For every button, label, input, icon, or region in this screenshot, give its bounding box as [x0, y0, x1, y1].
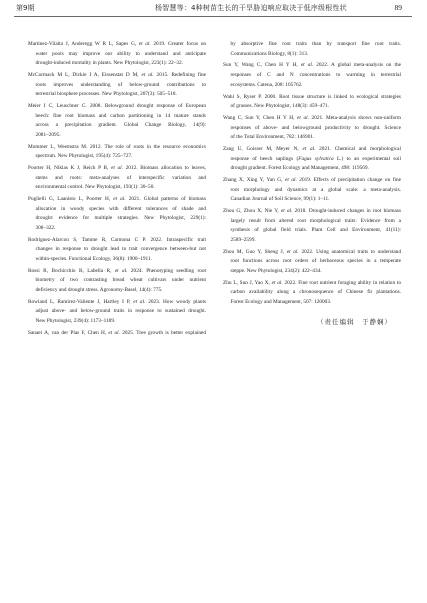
reference-line: Forest Ecology and Management, 507: 120003.: [230, 298, 332, 305]
reference-entry: [223, 93, 401, 112]
page-header: [0, 2, 427, 14]
reference-line: changes in response to drought lead to trait convergence between-but not: [35, 246, 206, 253]
reference-entry: [28, 143, 206, 162]
italic-term: et al.: [108, 329, 120, 336]
reference-line: New Phytologist, 239(4): 1173–1189.: [35, 317, 116, 324]
journal-issue: 第9期: [16, 4, 35, 12]
editor-note: （责任编辑 于静娴）: [317, 318, 392, 326]
reference-entry: [28, 195, 206, 233]
reference-line: root functions across root orders of herbaceous species in a temperate: [230, 258, 401, 265]
reference-line: response of beech saplings (Fagus sylvatica L.) to an experimental soil: [230, 155, 401, 162]
reference-line: Rodriguez-Alarcon S, Tamme R, Carmona C P. 2022. Intraspecific trait: [28, 236, 206, 243]
reference-line: Communications Biology, 8(1): 313.: [230, 50, 309, 57]
reference-entry: [223, 145, 401, 174]
italic-term: et al.: [111, 165, 123, 172]
reference-line: Rowland L, Ramirez-Valiente J, Hartley I P, et al. 2023. How woody plants: [28, 298, 207, 305]
reference-line: responses of C and N concentrations to warming in terrestrial: [230, 72, 401, 79]
reference-entry: [28, 236, 206, 265]
page-number: 89: [394, 3, 402, 12]
italic-term: et al.: [113, 196, 126, 203]
reference-line: carbon availability along a chronosequence of Chinese fir plantations.: [230, 289, 401, 296]
reference-entry: [223, 279, 401, 308]
reference-line: 2081–2095.: [35, 131, 61, 138]
italic-term: et al.: [138, 41, 151, 47]
reference-line: Meier I C, Leuschner C. 2008. Belowground drought response of European: [28, 103, 206, 110]
reference-entry: [28, 298, 206, 327]
reference-line: Wahl S, Ryser P. 2000. Root tissue structure is linked to ecological strategies: [223, 93, 401, 100]
reference-line: root morphology and dynamics at a global scale: a meta-analysis.: [230, 186, 401, 193]
reference-line: within-species. Functional Ecology, 36(8): 1900–1911.: [35, 255, 152, 262]
reference-line: beech: fine root biomass and carbon partitioning in 14 mature stands: [35, 112, 206, 119]
italic-term: et al.: [286, 248, 299, 255]
reference-line: Rossi R, Bochicchio R, Labella R, et al. 2024. Phenotyping seedling root: [28, 267, 207, 274]
reference-entry: [28, 267, 206, 296]
reference-entry: [223, 61, 401, 90]
italic-term: et al.: [271, 279, 283, 286]
reference-line: Sun Y, Wang C, Chen H Y H, et al. 2022. A global meta-analysis on the: [223, 62, 401, 69]
reference-line: across a precipitation gradient. Global Change Biology, 14(9):: [35, 122, 206, 129]
reference-entry: [28, 102, 206, 140]
reference-line: of grasses. New Phytologist, 148(3): 459–471.: [230, 103, 330, 110]
reference-line: Puglielli G, Laanisto L, Poorter H, et al. 2021. Global patterns of biomass: [28, 196, 207, 203]
reference-line: spectrum. New Phytologist, 195(4): 725–727.: [35, 153, 133, 160]
italic-term: et al.: [297, 115, 309, 121]
italic-term: et al.: [284, 177, 297, 184]
reference-line: water pools may improve our ability to understand and anticipate: [35, 50, 206, 57]
reference-line: terrestrial biosphere processes. New Phytologist, 207(3): 505–518.: [35, 91, 177, 98]
reference-line: Zhang X, Xing Y, Yan G, et al. 2019. Effects of precipitation change on fine: [223, 177, 401, 184]
reference-line: ecosystems. Catena, 208: 105762.: [230, 81, 303, 88]
reference-line: drought gradient. Forest Ecology and Management, 498: 119569.: [230, 165, 369, 172]
reference-line: 308–322.: [35, 224, 56, 231]
reference-line: of the Total Environment, 782: 146901.: [230, 134, 315, 141]
header-rule: [14, 16, 412, 17]
reference-line: deficiency and drought stress. Agronomy-Basel, 14(4): 775.: [35, 286, 163, 293]
reference-entry: [28, 71, 206, 100]
reference-entry: [28, 164, 206, 193]
reference-line: biometry of two contrasting bread wheat cultivars under nutrient: [35, 277, 206, 284]
reference-entry: [28, 329, 206, 339]
reference-line: adjust above- and below-ground traits in response to sustained drought.: [35, 308, 206, 315]
reference-line: synthesis of global field trials. Plant Cell and Environment, 41(11):: [230, 227, 401, 234]
reference-line: environmental control. New Phytologist, 193(1): 30–50.: [35, 184, 155, 191]
running-title: 杨智慧等：4种树苗生长的干旱胁迫响应取决于低序级根性状: [155, 4, 347, 12]
reference-line: 2589–2599.: [230, 236, 256, 243]
reference-line: largely result from altered root morphological traits: Evidence from a: [230, 217, 401, 224]
reference-line: drought-induced mortality in plants. New Phytologist, 223(1): 22–32.: [35, 60, 183, 67]
reference-entry: [223, 114, 401, 143]
reference-line: Zhou M, Guo Y, Sheng J, et al. 2022. Using anatomical traits to understand: [223, 248, 401, 255]
reference-line: McCormack M L, Dickie I A, Eissenstat D M, et al. 2015. Redefining fine: [28, 72, 206, 79]
reference-line: Martinez-Vilalta J, Anderegg W R L, Sapes G, et al. 2019. Greater focus on: [28, 41, 206, 47]
reference-line: steppe. New Phytologist, 234(2): 422–434.: [230, 267, 322, 274]
reference-line: drought: evidence for multiple strategies. New Phytologist, 229(1):: [35, 215, 206, 222]
reference-line: Canadian Journal of Soil Science, 99(1): 1–11.: [230, 196, 330, 203]
reference-line: allocation in woody species with different tolerances of shade and: [35, 205, 206, 212]
reference-entry: [223, 176, 401, 205]
italic-term: et al.: [300, 62, 314, 69]
italic-term: Fagus sylvatica: [298, 155, 334, 162]
reference-column-left: [28, 40, 206, 341]
italic-term: et al.: [133, 298, 146, 305]
reference-entry: [223, 40, 401, 59]
reference-line: Zhou G, Zhou X, Nie Y, et al. 2018. Drought-induced changes in root biomass: [223, 208, 401, 215]
italic-term: et al.: [114, 267, 128, 274]
reference-line: Zhu L, Sun J, Yao X, et al. 2022. Fine root nutrient foraging ability in relation to: [223, 279, 401, 286]
italic-term: et al.: [280, 208, 293, 215]
reference-line: Wang C, Sun Y, Chen H Y H, et al. 2021. Meta-analysis shows non-uniform: [223, 115, 401, 121]
reference-line: Poorter H, Niklas K J, Reich P B, et al. 2012. Biomass allocation to leaves,: [28, 165, 206, 172]
reference-entry: [223, 207, 401, 245]
reference-entry: [28, 40, 206, 69]
reference-line: stems and roots: meta-analyses of interspecific variation and: [35, 174, 206, 181]
reference-line: responses of above- and belowground productivity to drought. Science: [230, 124, 401, 131]
reference-entry: [223, 248, 401, 277]
reference-column-right: [223, 40, 401, 310]
reference-line: Mommer L, Weemstra M. 2012. The role of roots in the resource economics: [28, 143, 206, 150]
italic-term: et al.: [302, 146, 316, 153]
reference-line: roots improves understanding of below-ground contributions to: [35, 81, 206, 88]
reference-line: Sanaei A, van der Plas F, Chen H, et al. 2025. Tree growth is better explained: [28, 329, 206, 336]
italic-term: et al.: [141, 72, 154, 79]
reference-line: by absorptive fine root traits than by transport fine root traits.: [230, 41, 401, 47]
reference-line: Zang U, Goisser M, Meyer N, et al. 2021. Chemical and morphological: [223, 146, 402, 153]
